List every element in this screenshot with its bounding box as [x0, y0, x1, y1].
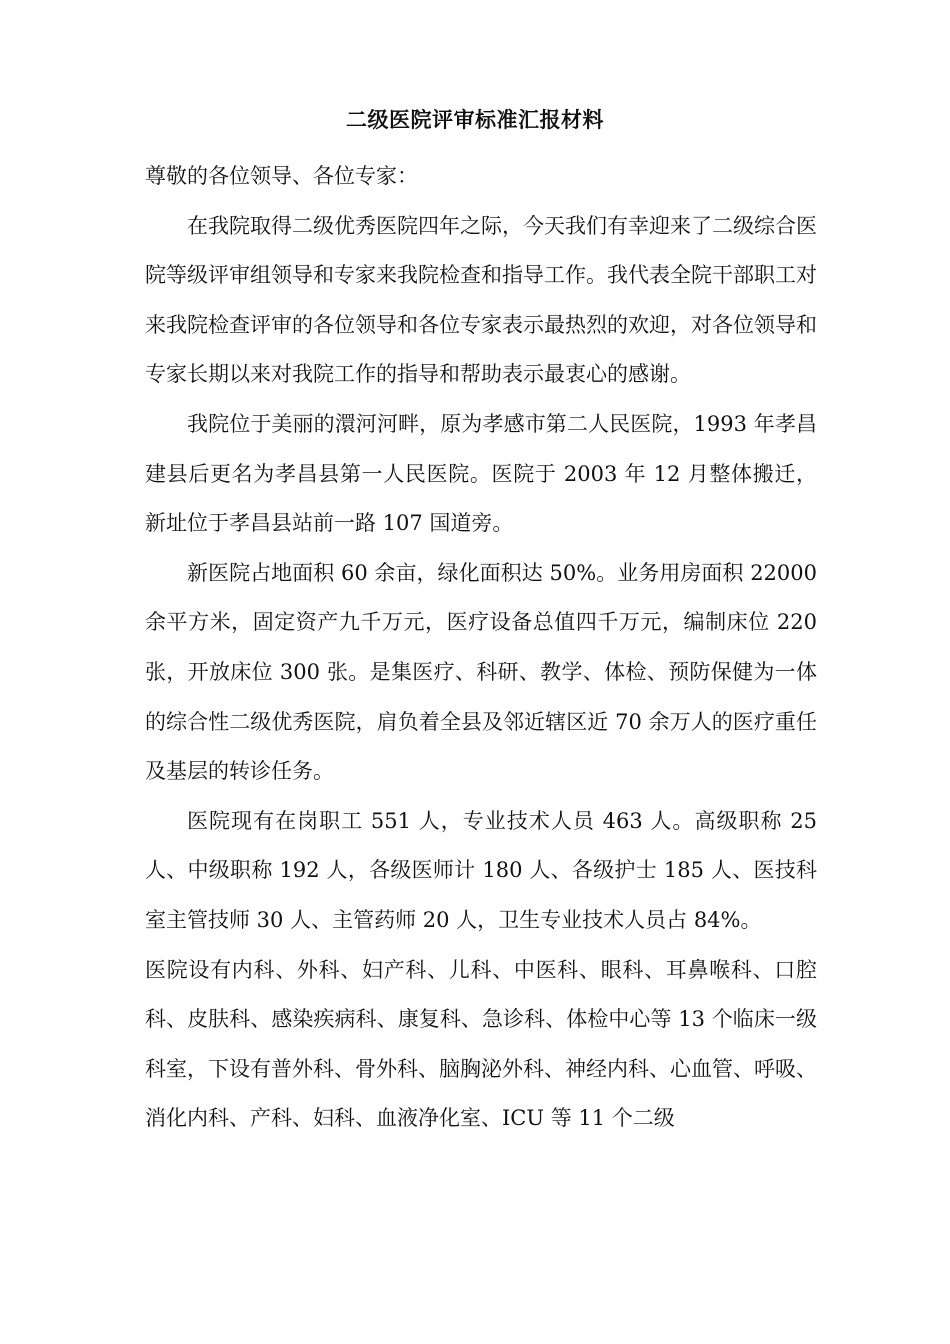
- document-body: [145, 152, 817, 1144]
- salutation: 尊敬的各位领导、各位专家：: [145, 164, 418, 188]
- paragraph-facilities: 新医院占地面积 60 余亩，绿化面积达 50%。业务用房面积 22000 余平方米，固定资产九千万元，医疗设备总值四千万元，编制床位 220 张，开放床位 300 张。是集医疗、科研、教学、体检、预防保健为一体的综合性二级优秀医院，肩负着全县及邻近辖区近 70 余万人的医疗重任及基层的转诊任务。: [145, 560, 817, 784]
- document-title: 二级医院评审标准汇报材料: [346, 107, 604, 132]
- paragraph-departments: 医院设有内科、外科、妇产科、儿科、中医科、眼科、耳鼻喉科、口腔科、皮肤科、感染疾病科、康复科、急诊科、体检中心等 13 个临床一级科室，下设有普外科、骨外科、脑胸泌外科、神经内科、心血管、呼吸、消化内科、产科、妇科、血液净化室、ICU 等 11 个二级: [145, 957, 817, 1131]
- paragraph-history: 我院位于美丽的澴河河畔，原为孝感市第二人民医院，1993 年孝昌建县后更名为孝昌县第一人民医院。医院于 2003 年 12 月整体搬迁，新址位于孝昌县站前一路 107 国道旁。: [145, 411, 817, 536]
- paragraph-staff: 医院现有在岗职工 551 人，专业技术人员 463 人。高级职称 25 人、中级职称 192 人，各级医师计 180 人、各级护士 185 人、医技科室主管技师 30 人、主管药师 20 人，卫生专业技术人员占 84%。: [145, 808, 817, 932]
- paragraph-welcome: 在我院取得二级优秀医院四年之际，今天我们有幸迎来了二级综合医院等级评审组领导和专家来我院检查和指导工作。我代表全院干部职工对来我院检查评审的各位领导和各位专家表示最热烈的欢迎，对各位领导和专家长期以来对我院工作的指导和帮助表示最衷心的感谢。: [145, 213, 817, 387]
